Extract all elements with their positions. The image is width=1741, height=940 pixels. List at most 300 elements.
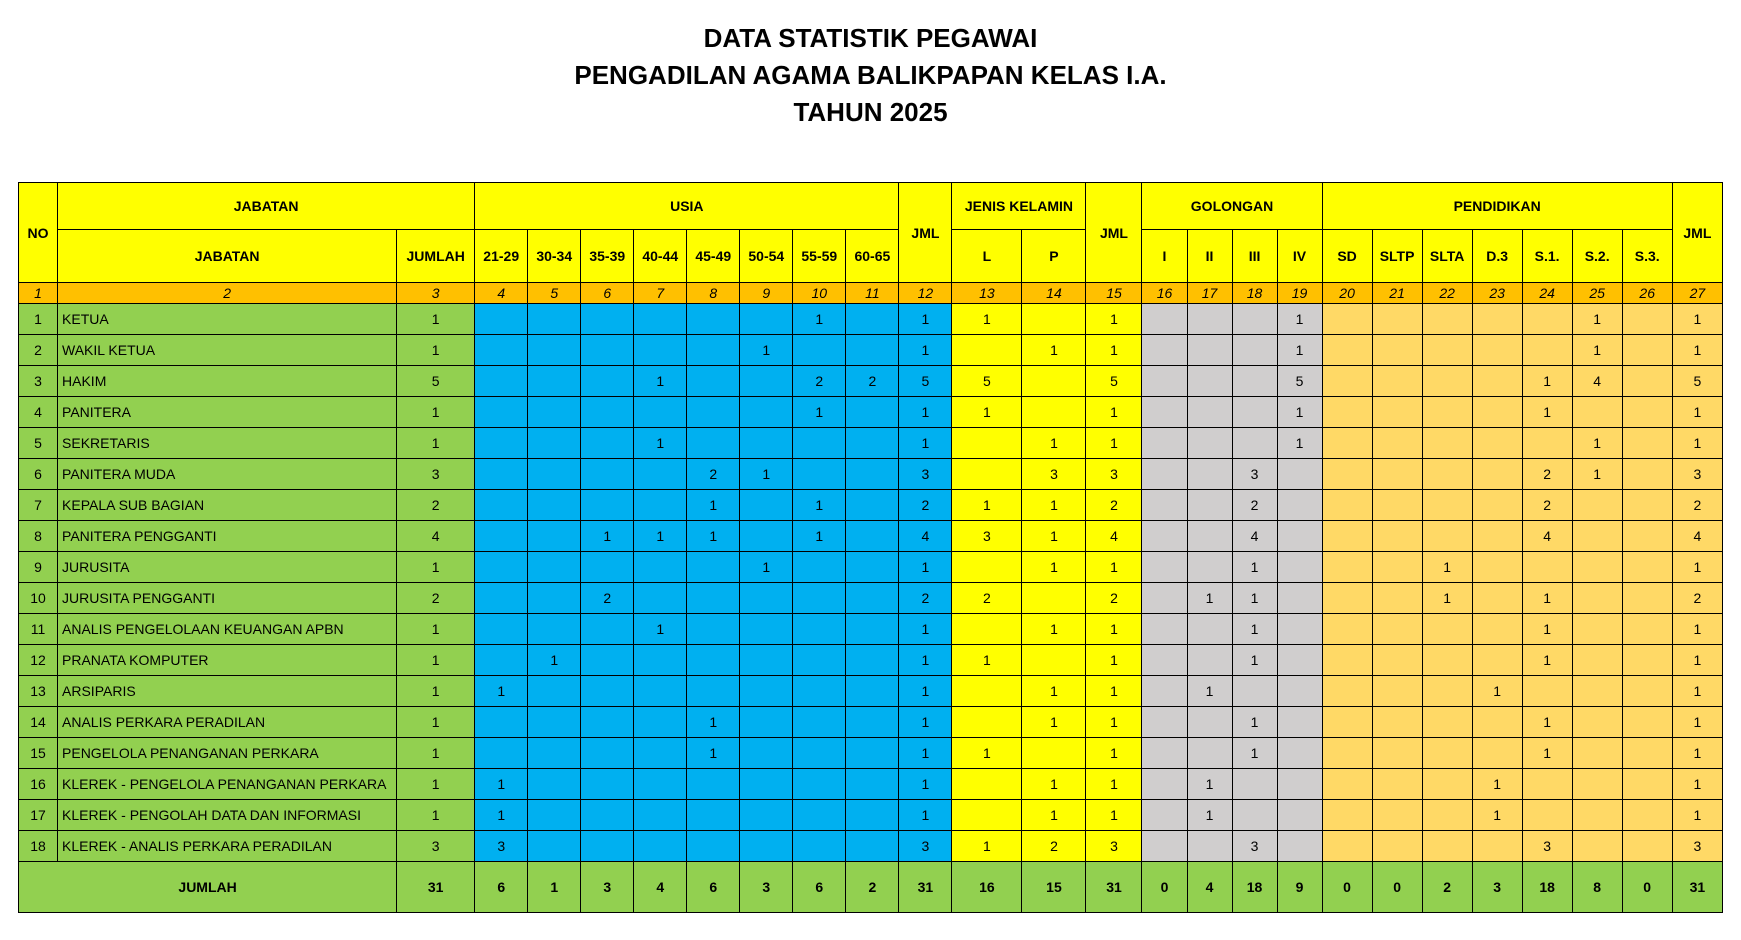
pendidikan-cell: 1	[1572, 335, 1622, 366]
row-number: 3	[19, 366, 58, 397]
usia-cell: 1	[634, 614, 687, 645]
gender-cell: 1	[1022, 614, 1086, 645]
gender-cell	[1022, 366, 1086, 397]
jml-usia-cell: 1	[899, 676, 952, 707]
usia-cell	[740, 676, 793, 707]
header-usia-range: 30-34	[528, 230, 581, 283]
jml-usia-cell: 3	[899, 459, 952, 490]
pendidikan-cell	[1522, 428, 1572, 459]
golongan-cell	[1187, 490, 1232, 521]
usia-cell: 1	[634, 521, 687, 552]
usia-cell	[634, 645, 687, 676]
usia-cell	[581, 614, 634, 645]
column-number: 10	[793, 283, 846, 304]
header-pendidikan-level: SLTA	[1422, 230, 1472, 283]
pendidikan-cell	[1472, 831, 1522, 862]
usia-cell	[581, 366, 634, 397]
pendidikan-cell	[1422, 769, 1472, 800]
row-number: 4	[19, 397, 58, 428]
jumlah-cell: 1	[397, 304, 475, 335]
total-value: 2	[1422, 862, 1472, 913]
usia-cell	[846, 769, 899, 800]
usia-cell	[528, 583, 581, 614]
golongan-cell: 1	[1232, 614, 1277, 645]
header-pendidikan-level: S.2.	[1572, 230, 1622, 283]
jumlah-cell: 2	[397, 583, 475, 614]
pendidikan-cell: 1	[1522, 738, 1572, 769]
golongan-cell: 1	[1277, 397, 1322, 428]
usia-cell: 1	[740, 552, 793, 583]
jml-pendidikan-cell: 1	[1672, 614, 1722, 645]
jml-gender-cell: 1	[1086, 552, 1142, 583]
usia-cell	[793, 831, 846, 862]
pendidikan-cell	[1522, 304, 1572, 335]
pendidikan-cell	[1622, 769, 1672, 800]
gender-cell: 1	[952, 490, 1022, 521]
header-jml-pendidikan: JML	[1672, 183, 1722, 283]
pendidikan-cell	[1322, 831, 1372, 862]
table-row	[19, 335, 1723, 366]
golongan-cell	[1277, 738, 1322, 769]
golongan-cell	[1277, 707, 1322, 738]
usia-cell: 2	[687, 459, 740, 490]
golongan-cell: 1	[1187, 583, 1232, 614]
header-golongan-level: IV	[1277, 230, 1322, 283]
column-number: 17	[1187, 283, 1232, 304]
header-no: NO	[19, 183, 58, 283]
row-number: 16	[19, 769, 58, 800]
row-number: 18	[19, 831, 58, 862]
usia-cell	[793, 614, 846, 645]
pendidikan-cell	[1622, 707, 1672, 738]
pendidikan-cell: 1	[1522, 397, 1572, 428]
jabatan-cell: JURUSITA	[58, 552, 397, 583]
golongan-cell: 1	[1232, 707, 1277, 738]
total-value: 3	[740, 862, 793, 913]
total-value: 31	[1672, 862, 1722, 913]
pendidikan-cell	[1322, 428, 1372, 459]
usia-cell	[687, 397, 740, 428]
total-value: 3	[1472, 862, 1522, 913]
usia-cell	[846, 831, 899, 862]
table-row	[19, 397, 1723, 428]
header-gender-l: L	[952, 230, 1022, 283]
jml-gender-cell: 1	[1086, 769, 1142, 800]
header-usia-range: 50-54	[740, 230, 793, 283]
jml-pendidikan-cell: 1	[1672, 645, 1722, 676]
golongan-cell	[1187, 428, 1232, 459]
usia-cell	[740, 428, 793, 459]
gender-cell	[1022, 397, 1086, 428]
usia-cell	[740, 831, 793, 862]
pendidikan-cell	[1622, 645, 1672, 676]
jml-usia-cell: 1	[899, 552, 952, 583]
gender-cell: 1	[1022, 428, 1086, 459]
golongan-cell: 1	[1232, 583, 1277, 614]
usia-cell	[581, 800, 634, 831]
jumlah-cell: 1	[397, 428, 475, 459]
golongan-cell: 5	[1277, 366, 1322, 397]
jabatan-cell: WAKIL KETUA	[58, 335, 397, 366]
jml-gender-cell: 1	[1086, 428, 1142, 459]
header-row-2	[19, 230, 1723, 283]
header-row-1	[19, 183, 1723, 230]
jml-gender-cell: 2	[1086, 583, 1142, 614]
usia-cell	[687, 800, 740, 831]
golongan-cell	[1187, 645, 1232, 676]
jml-usia-cell: 2	[899, 490, 952, 521]
golongan-cell	[1142, 738, 1187, 769]
usia-cell	[528, 397, 581, 428]
pendidikan-cell	[1422, 397, 1472, 428]
header-jabatan-group: JABATAN	[58, 183, 475, 230]
usia-cell	[687, 831, 740, 862]
usia-cell	[846, 428, 899, 459]
usia-cell	[846, 738, 899, 769]
jml-usia-cell: 1	[899, 738, 952, 769]
pendidikan-cell	[1372, 335, 1422, 366]
usia-cell	[634, 304, 687, 335]
usia-cell	[740, 490, 793, 521]
pendidikan-cell	[1522, 800, 1572, 831]
column-number: 14	[1022, 283, 1086, 304]
table-row	[19, 676, 1723, 707]
pendidikan-cell: 1	[1422, 552, 1472, 583]
golongan-cell	[1142, 769, 1187, 800]
golongan-cell	[1187, 304, 1232, 335]
pendidikan-cell	[1372, 428, 1422, 459]
pendidikan-cell	[1422, 366, 1472, 397]
total-value: 1	[528, 862, 581, 913]
jabatan-cell: PENGELOLA PENANGANAN PERKARA	[58, 738, 397, 769]
golongan-cell	[1187, 397, 1232, 428]
pendidikan-cell	[1372, 459, 1422, 490]
pendidikan-cell	[1322, 397, 1372, 428]
jabatan-cell: KLEREK - PENGELOLA PENANGANAN PERKARA	[58, 769, 397, 800]
jumlah-cell: 1	[397, 335, 475, 366]
total-value: 31	[397, 862, 475, 913]
pendidikan-cell	[1622, 490, 1672, 521]
header-jml-usia: JML	[899, 183, 952, 283]
usia-cell	[846, 552, 899, 583]
golongan-cell	[1277, 521, 1322, 552]
header-usia: USIA	[475, 183, 899, 230]
row-number: 2	[19, 335, 58, 366]
pendidikan-cell: 1	[1522, 583, 1572, 614]
pendidikan-cell	[1522, 676, 1572, 707]
jml-pendidikan-cell: 1	[1672, 335, 1722, 366]
jml-gender-cell: 1	[1086, 335, 1142, 366]
pendidikan-cell	[1372, 614, 1422, 645]
gender-cell: 2	[952, 583, 1022, 614]
pendidikan-cell	[1472, 521, 1522, 552]
jml-gender-cell: 1	[1086, 614, 1142, 645]
column-number: 11	[846, 283, 899, 304]
total-value: 0	[1372, 862, 1422, 913]
gender-cell: 5	[952, 366, 1022, 397]
column-number: 25	[1572, 283, 1622, 304]
golongan-cell	[1142, 366, 1187, 397]
header-golongan-level: II	[1187, 230, 1232, 283]
golongan-cell: 1	[1187, 769, 1232, 800]
pendidikan-cell	[1422, 707, 1472, 738]
jml-gender-cell: 2	[1086, 490, 1142, 521]
jml-usia-cell: 5	[899, 366, 952, 397]
golongan-cell	[1232, 366, 1277, 397]
usia-cell	[528, 707, 581, 738]
usia-cell	[740, 583, 793, 614]
column-number: 27	[1672, 283, 1722, 304]
pendidikan-cell	[1572, 614, 1622, 645]
gender-cell: 1	[1022, 676, 1086, 707]
total-value: 31	[899, 862, 952, 913]
usia-cell	[634, 738, 687, 769]
usia-cell: 1	[475, 769, 528, 800]
jumlah-cell: 2	[397, 490, 475, 521]
golongan-cell	[1187, 831, 1232, 862]
pendidikan-cell: 1	[1522, 366, 1572, 397]
gender-cell	[952, 335, 1022, 366]
jml-usia-cell: 1	[899, 397, 952, 428]
golongan-cell	[1187, 335, 1232, 366]
column-number: 15	[1086, 283, 1142, 304]
table-row	[19, 366, 1723, 397]
jumlah-cell: 1	[397, 800, 475, 831]
golongan-cell: 1	[1187, 800, 1232, 831]
totals-label: JUMLAH	[19, 862, 397, 913]
jml-pendidikan-cell: 2	[1672, 583, 1722, 614]
gender-cell: 2	[1022, 831, 1086, 862]
usia-cell	[634, 800, 687, 831]
pendidikan-cell	[1622, 800, 1672, 831]
pendidikan-cell: 4	[1572, 366, 1622, 397]
jabatan-cell: PANITERA PENGGANTI	[58, 521, 397, 552]
usia-cell	[846, 490, 899, 521]
gender-cell	[952, 552, 1022, 583]
usia-cell	[740, 521, 793, 552]
header-pendidikan-level: SD	[1322, 230, 1372, 283]
pendidikan-cell	[1422, 428, 1472, 459]
golongan-cell	[1277, 800, 1322, 831]
jumlah-cell: 3	[397, 459, 475, 490]
gender-cell: 1	[1022, 769, 1086, 800]
usia-cell	[793, 738, 846, 769]
usia-cell	[475, 583, 528, 614]
row-number: 5	[19, 428, 58, 459]
usia-cell	[793, 645, 846, 676]
usia-cell	[581, 304, 634, 335]
pendidikan-cell	[1622, 583, 1672, 614]
jml-usia-cell: 1	[899, 304, 952, 335]
usia-cell	[793, 769, 846, 800]
usia-cell	[581, 397, 634, 428]
column-number: 16	[1142, 283, 1187, 304]
jumlah-cell: 1	[397, 738, 475, 769]
gender-cell: 1	[1022, 490, 1086, 521]
column-number: 1	[19, 283, 58, 304]
pendidikan-cell	[1472, 366, 1522, 397]
column-number: 22	[1422, 283, 1472, 304]
usia-cell	[475, 459, 528, 490]
total-value: 8	[1572, 862, 1622, 913]
usia-cell	[581, 645, 634, 676]
column-number: 2	[58, 283, 397, 304]
pendidikan-cell	[1472, 335, 1522, 366]
golongan-cell	[1232, 335, 1277, 366]
row-number: 9	[19, 552, 58, 583]
header-usia-range: 60-65	[846, 230, 899, 283]
header-gender-p: P	[1022, 230, 1086, 283]
row-number: 8	[19, 521, 58, 552]
usia-cell: 1	[475, 676, 528, 707]
usia-cell	[740, 769, 793, 800]
table-row	[19, 552, 1723, 583]
pendidikan-cell	[1572, 645, 1622, 676]
usia-cell	[846, 335, 899, 366]
jumlah-cell: 1	[397, 614, 475, 645]
usia-cell	[581, 707, 634, 738]
jml-usia-cell: 1	[899, 428, 952, 459]
pendidikan-cell: 1	[1522, 614, 1572, 645]
golongan-cell	[1142, 490, 1187, 521]
total-value: 18	[1522, 862, 1572, 913]
usia-cell	[528, 428, 581, 459]
table-row	[19, 521, 1723, 552]
header-jenis-kelamin: JENIS KELAMIN	[952, 183, 1086, 230]
usia-cell	[528, 459, 581, 490]
usia-cell: 2	[581, 583, 634, 614]
pendidikan-cell: 1	[1472, 769, 1522, 800]
golongan-cell	[1142, 397, 1187, 428]
pendidikan-cell	[1322, 769, 1372, 800]
golongan-cell	[1142, 583, 1187, 614]
jml-pendidikan-cell: 5	[1672, 366, 1722, 397]
usia-cell	[793, 335, 846, 366]
header-usia-range: 40-44	[634, 230, 687, 283]
table-row	[19, 490, 1723, 521]
pendidikan-cell	[1472, 583, 1522, 614]
jml-usia-cell: 1	[899, 335, 952, 366]
golongan-cell	[1277, 614, 1322, 645]
pendidikan-cell	[1572, 831, 1622, 862]
jabatan-cell: PANITERA MUDA	[58, 459, 397, 490]
golongan-cell	[1232, 800, 1277, 831]
usia-cell: 1	[528, 645, 581, 676]
usia-cell	[687, 304, 740, 335]
golongan-cell	[1142, 800, 1187, 831]
usia-cell	[475, 335, 528, 366]
pendidikan-cell	[1372, 738, 1422, 769]
golongan-cell: 1	[1277, 428, 1322, 459]
usia-cell	[793, 428, 846, 459]
golongan-cell	[1232, 769, 1277, 800]
column-number: 13	[952, 283, 1022, 304]
jabatan-cell: PRANATA KOMPUTER	[58, 645, 397, 676]
jml-gender-cell: 1	[1086, 738, 1142, 769]
gender-cell: 1	[1022, 521, 1086, 552]
golongan-cell	[1277, 490, 1322, 521]
golongan-cell	[1187, 738, 1232, 769]
total-value: 6	[475, 862, 528, 913]
header-pendidikan-level: S.3.	[1622, 230, 1672, 283]
title-line-2: PENGADILAN AGAMA BALIKPAPAN KELAS I.A.	[574, 60, 1167, 90]
jumlah-cell: 1	[397, 676, 475, 707]
pendidikan-cell	[1372, 304, 1422, 335]
jumlah-cell: 1	[397, 769, 475, 800]
row-number: 1	[19, 304, 58, 335]
pendidikan-cell	[1622, 738, 1672, 769]
jabatan-cell: KLEREK - PENGOLAH DATA DAN INFORMASI	[58, 800, 397, 831]
pendidikan-cell	[1322, 707, 1372, 738]
usia-cell	[475, 645, 528, 676]
usia-cell	[634, 583, 687, 614]
usia-cell	[475, 397, 528, 428]
pendidikan-cell	[1572, 707, 1622, 738]
jml-gender-cell: 5	[1086, 366, 1142, 397]
golongan-cell	[1187, 366, 1232, 397]
pendidikan-cell	[1422, 490, 1472, 521]
pendidikan-cell: 1	[1522, 707, 1572, 738]
pendidikan-cell	[1622, 428, 1672, 459]
jumlah-cell: 1	[397, 707, 475, 738]
golongan-cell	[1277, 769, 1322, 800]
header-golongan-level: I	[1142, 230, 1187, 283]
total-value: 3	[581, 862, 634, 913]
usia-cell	[581, 831, 634, 862]
usia-cell	[528, 552, 581, 583]
column-number: 9	[740, 283, 793, 304]
usia-cell	[528, 769, 581, 800]
usia-cell	[740, 738, 793, 769]
column-number: 24	[1522, 283, 1572, 304]
usia-cell	[793, 676, 846, 707]
gender-cell	[952, 459, 1022, 490]
pendidikan-cell	[1322, 738, 1372, 769]
gender-cell	[1022, 583, 1086, 614]
pendidikan-cell	[1472, 304, 1522, 335]
jml-usia-cell: 1	[899, 614, 952, 645]
golongan-cell	[1187, 521, 1232, 552]
pendidikan-cell	[1572, 583, 1622, 614]
usia-cell	[528, 614, 581, 645]
jml-pendidikan-cell: 1	[1672, 676, 1722, 707]
gender-cell	[952, 707, 1022, 738]
pendidikan-cell	[1522, 769, 1572, 800]
usia-cell	[581, 459, 634, 490]
golongan-cell	[1142, 645, 1187, 676]
usia-cell	[687, 552, 740, 583]
gender-cell: 1	[952, 645, 1022, 676]
usia-cell	[687, 645, 740, 676]
golongan-cell	[1142, 521, 1187, 552]
table-row	[19, 459, 1723, 490]
jabatan-cell: KLEREK - ANALIS PERKARA PERADILAN	[58, 831, 397, 862]
usia-cell	[581, 769, 634, 800]
table-row	[19, 707, 1723, 738]
usia-cell	[846, 676, 899, 707]
golongan-cell	[1142, 676, 1187, 707]
pendidikan-cell	[1422, 800, 1472, 831]
row-number: 10	[19, 583, 58, 614]
gender-cell	[952, 428, 1022, 459]
usia-cell	[687, 335, 740, 366]
usia-cell: 1	[634, 428, 687, 459]
usia-cell	[793, 552, 846, 583]
usia-cell	[475, 552, 528, 583]
pendidikan-cell	[1472, 397, 1522, 428]
header-usia-range: 35-39	[581, 230, 634, 283]
pendidikan-cell	[1572, 490, 1622, 521]
